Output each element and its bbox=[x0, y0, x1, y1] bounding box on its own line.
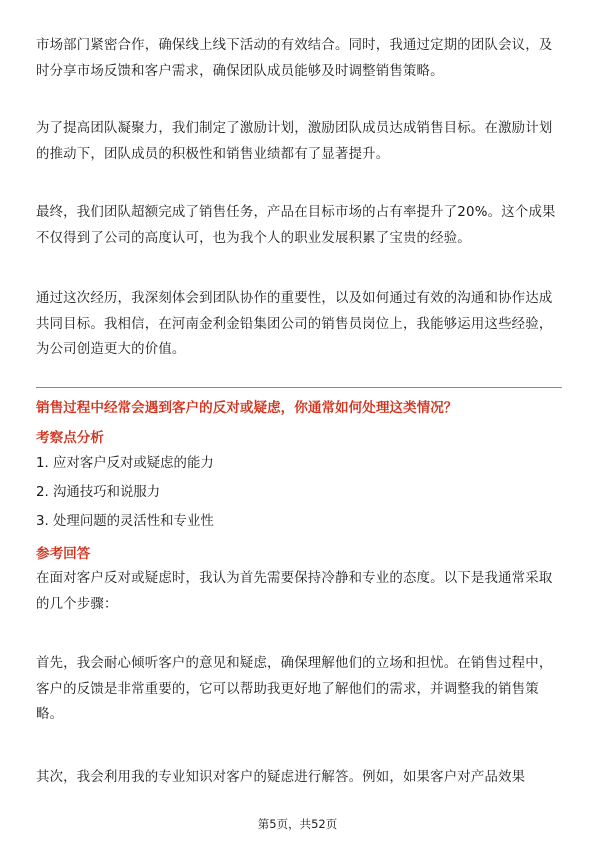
answer-paragraph-3: 其次，我会利用我的专业知识对客户的疑虑进行解答。例如，如果客户对产品效果 bbox=[36, 770, 526, 785]
analysis-item-3: 3. 处理问题的灵活性和专业性 bbox=[36, 514, 214, 529]
intro-paragraph-1: 市场部门紧密合作，确保线上线下活动的有效结合。同时，我通过定期的团队会议，及时分享市场反馈和客户需求，确保团队成员能够及时调整销售策略。 bbox=[36, 38, 553, 79]
interview-question: 销售过程中经常会遇到客户的反对或疑虑，你通常如何处理这类情况？ bbox=[36, 400, 458, 416]
page-footer: 第5页，共52页 bbox=[257, 817, 338, 831]
section-divider bbox=[36, 387, 562, 388]
answer-paragraph-1: 在面对客户反对或疑虑时，我认为首先需要保持冷静和专业的态度。以下是我通常采取的几个步骤： bbox=[36, 571, 553, 612]
intro-paragraph-3: 最终，我们团队超额完成了销售任务，产品在目标市场的占有率提升了20%。这个成果不仅得到了公司的高度认可，也为我个人的职业发展积累了宝贵的经验。 bbox=[36, 205, 556, 246]
intro-paragraph-4: 通过这次经历，我深刻体会到团队协作的重要性，以及如何通过有效的沟通和协作达成共同目标。我相信，在河南金利金铅集团公司的销售员岗位上，我能够运用这些经验，为公司创造更大的价值。 bbox=[36, 291, 553, 357]
intro-paragraph-2: 为了提高团队凝聚力，我们制定了激励计划，激励团队成员达成销售目标。在激励计划的推动下，团队成员的积极性和销售业绩都有了显著提升。 bbox=[36, 121, 553, 162]
analysis-item-1: 1. 应对客户反对或疑虑的能力 bbox=[36, 456, 214, 471]
answer-paragraph-2: 首先，我会耐心倾听客户的意见和疑虑，确保理解他们的立场和担忧。在销售过程中，客户的反馈是非常重要的，它可以帮助我更好地了解他们的需求，并调整我的销售策略。 bbox=[36, 656, 553, 722]
analysis-heading: 考察点分析 bbox=[36, 430, 104, 446]
analysis-item-2: 2. 沟通技巧和说服力 bbox=[36, 485, 161, 500]
answer-heading: 参考回答 bbox=[36, 546, 91, 562]
